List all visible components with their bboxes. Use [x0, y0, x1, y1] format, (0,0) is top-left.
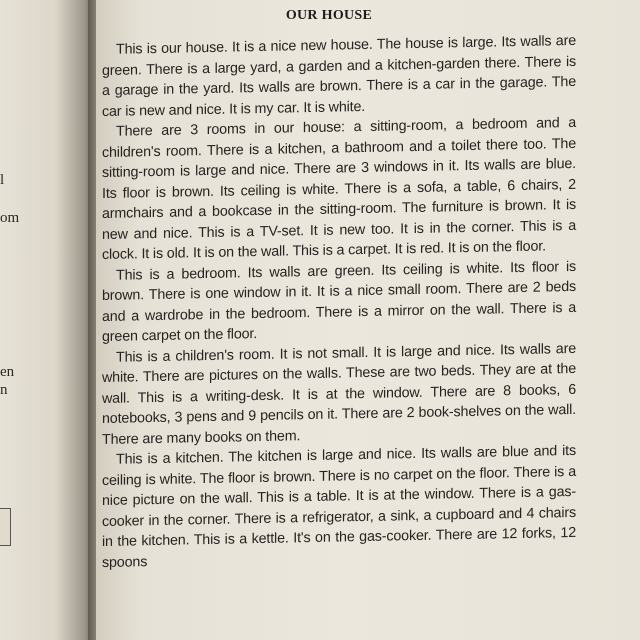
paragraph: This is our house. It is a nice new house. The house is large. Its walls are green. There is a large yard, a garden and a kitchen-garden there. There is a garage in the yard. Its walls are brown. There is a car in the garage. The car is new and nice. It is my car. It is white. [102, 32, 576, 120]
left-page-fragment: l [0, 172, 5, 188]
page-tab [0, 508, 11, 546]
paragraph: This is a children's room. It is not small. It is large and nice. Its walls are white. There are pictures on the walls. These are two beds. They are at the wall. This is a writing-desk. It is at the window. There are 8 books, 6 notebooks, 3 pens and 9 pencils on it. There are 2 book-shelves on the wall. There are many books on them. [102, 340, 576, 448]
left-page [0, 0, 92, 640]
page-title: OUR HOUSE [285, 8, 373, 23]
paragraph: This is a bedroom. Its walls are green. Its ceiling is white. Its floor is brown. There is one window in it. It is a nice small room. There are 2 beds and a wardrobe in the bedroom. There is a mirror on the wall. There is a green carpet on the floor. [102, 258, 576, 345]
left-page-fragment: en [0, 364, 15, 380]
body-text [102, 31, 576, 573]
right-page [96, 0, 640, 640]
paragraph: There are 3 rooms in our house: a sitting-room, a bedroom and a children's room. There is a kitchen, a bathroom and a toilet there too. The sitting-room is large and nice. There are 3 windows in it. Its walls are blue. Its floor is brown. Its ceiling is white. There is a sofa, a table, 6 chairs, 2 armchairs and a bookcase in the sitting-room. The furniture is brown. It is new and nice. This is a TV-set. It is new too. It is in the corner. This is a clock. It is old. It is on the wall. This is a carpet. It is red. It is on the floor. [102, 114, 576, 263]
left-page-fragment: om [0, 210, 20, 226]
paragraph: This is a kitchen. The kitchen is large and nice. Its walls are blue and its ceiling is white. The floor is brown. There is no carpet on the floor. There is a nice picture on the wall. This is a table. It is at the window. There is a gas-cooker in the corner. There is a refrigerator, a sink, a cupboard and 4 chairs in the kitchen. This is a kettle. It's on the gas-cooker. There are 12 forks, 12 spoons [102, 442, 576, 571]
left-page-fragment: n [0, 382, 8, 398]
